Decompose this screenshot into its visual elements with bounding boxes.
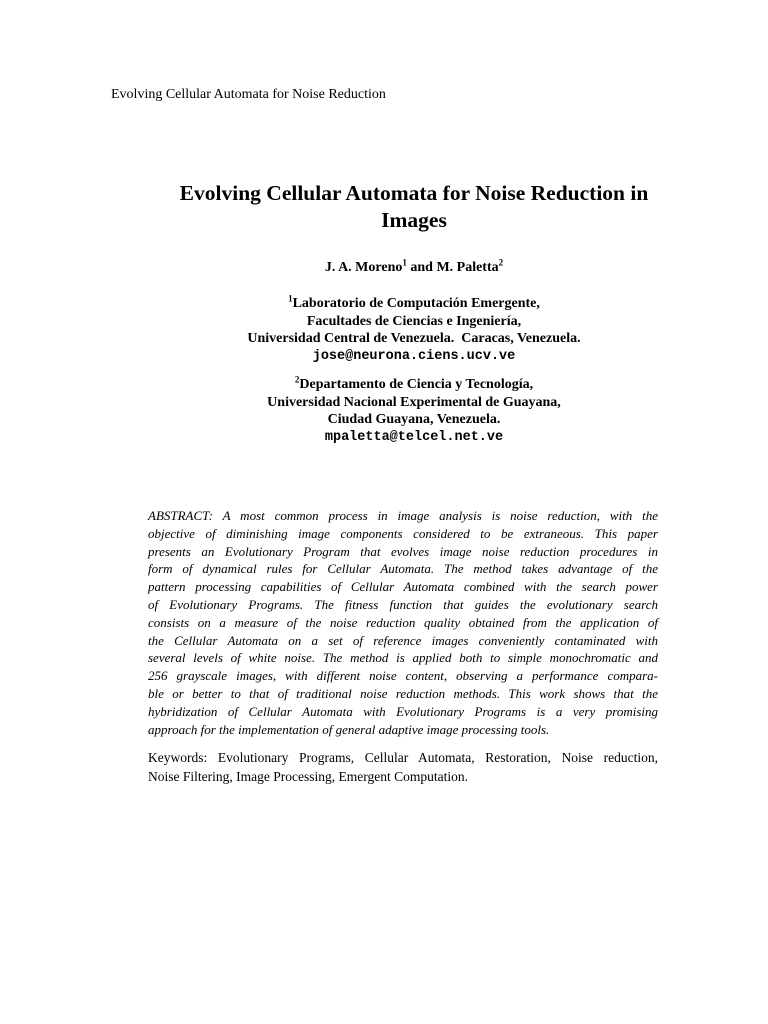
abstract-line: pattern processing capabilities of Cellular Automata combined with the search power — [148, 579, 658, 595]
abstract-line: presents an Evolutionary Program that evolves image noise reduction procedures in — [148, 543, 658, 559]
running-header: Evolving Cellular Automata for Noise Reduction — [111, 87, 386, 102]
author-joiner: and — [406, 260, 437, 275]
abstract-line: of Evolutionary Programs. The fitness function that guides the evolutionary search — [148, 596, 658, 612]
abstract-line: consists on a measure of the noise reduction quality obtained from the application of — [148, 614, 658, 630]
abstract-line: the Cellular Automata on a set of reference images conveniently contaminated with — [148, 632, 658, 648]
abstract-line: ABSTRACT: A most common process in image analysis is noise reduction, with the — [148, 508, 658, 523]
abstract-line: objective of diminishing image components considered to be extraneous. This paper — [148, 525, 658, 541]
paper-title — [148, 180, 680, 234]
author-list — [148, 259, 680, 277]
affiliation-1-line-3: Universidad Central de Venezuela. Caracas, Venezuela. — [247, 331, 581, 346]
author-2-name: M. Paletta — [436, 260, 499, 275]
affiliation-1-text-1: Laboratorio de Computación Emergente, — [292, 296, 540, 311]
affiliation-2-email: mpaletta@telcel.net.ve — [324, 429, 504, 445]
affiliation-1-line-1 — [148, 295, 680, 313]
affiliation-1 — [148, 295, 680, 365]
affiliation-2 — [148, 376, 680, 446]
keywords-line: Keywords: Evolutionary Programs, Cellular Automata, Restoration, Noise reduction, — [148, 750, 658, 765]
affiliation-1-line-2: Facultades de Ciencias e Ingeniería, — [306, 313, 522, 329]
abstract-line: form of dynamical rules for Cellular Automata. The method takes advantage of the — [148, 561, 658, 577]
paper-title-line-1: Evolving Cellular Automata for Noise Reduction in — [179, 181, 649, 205]
author-1-affiliation-mark: 1 — [402, 257, 407, 268]
affiliation-2-text-1: Departamento de Ciencia y Tecnología, — [299, 377, 534, 392]
paper-title-line-2: Images — [381, 208, 447, 232]
affiliation-1-mark: 1 — [288, 293, 293, 304]
abstract — [148, 507, 658, 738]
abstract-line: approach for the implementation of general adaptive image processing tools. — [148, 721, 550, 737]
abstract-line: several levels of white noise. The method is applied both to simple monochromatic and — [148, 650, 658, 666]
abstract-line: 256 grayscale images, with different noise content, observing a performance compara- — [148, 668, 658, 684]
affiliation-2-line-3: Ciudad Guayana, Venezuela. — [327, 412, 501, 427]
keywords — [148, 748, 658, 786]
affiliation-2-line-2: Universidad Nacional Experimental de Guayana, — [267, 394, 561, 410]
author-2-affiliation-mark: 2 — [498, 257, 504, 268]
affiliation-1-email: jose@neurona.ciens.ucv.ve — [312, 348, 516, 364]
affiliation-2-line-1 — [148, 376, 680, 394]
keywords-line: Noise Filtering, Image Processing, Emergent Computation. — [148, 769, 468, 784]
author-1-name: J. A. Moreno — [324, 260, 403, 275]
abstract-line: hybridization of Cellular Automata with Evolutionary Programs is a very promising — [148, 703, 658, 719]
affiliation-2-mark: 2 — [294, 374, 300, 385]
abstract-line: ble or better to that of traditional noise reduction methods. This work shows that the — [148, 685, 658, 701]
